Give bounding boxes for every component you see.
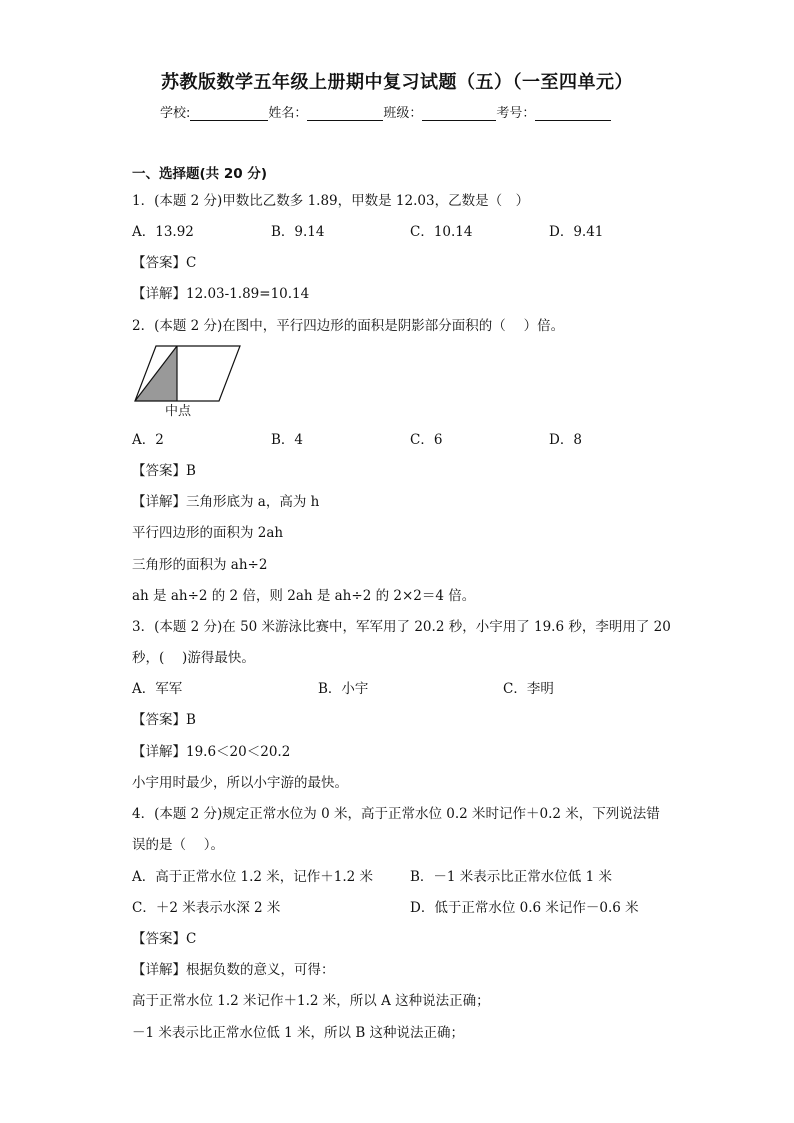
q1-option-a: A．13.92: [132, 224, 194, 240]
q3-answer: 【答案】B: [132, 712, 196, 728]
q4-option-d: D．低于正常水位 0.6 米记作－0.6 米: [410, 900, 639, 916]
parallelogram-figure: [130, 340, 250, 406]
q4-detail-1: 【详解】根据负数的意义，可得：: [132, 962, 335, 978]
name-blank[interactable]: [307, 108, 383, 121]
q4-answer: 【答案】C: [132, 931, 197, 947]
q2-option-a: A．2: [132, 432, 164, 448]
q3-option-c: C．李明: [503, 681, 554, 697]
q3-detail-1: 【详解】19.6＜20＜20.2: [132, 744, 291, 760]
q2-detail-1: 【详解】三角形底为 a，高为 h: [132, 494, 320, 510]
q2-option-b: B．4: [271, 432, 304, 448]
student-info-line: [160, 102, 611, 121]
question-3-stem-line1: 3．(本题 2 分)在 50 米游泳比赛中，军军用了 20.2 秒，小宇用了 19.6 秒，李明用了 20: [132, 619, 671, 635]
q4-option-a: A．高于正常水位 1.2 米，记作＋1.2 米: [132, 869, 374, 885]
q1-option-b: B．9.14: [271, 224, 325, 240]
q3-option-b: B．小宇: [318, 681, 369, 697]
q2-answer: 【答案】B: [132, 463, 196, 479]
q2-detail-3: 三角形的面积为 ah÷2: [132, 557, 268, 573]
q3-detail-2: 小宇用时最少，所以小宇游的最快。: [132, 775, 348, 791]
question-2-stem: 2．(本题 2 分)在图中，平行四边形的面积是阴影部分面积的（ ）倍。: [132, 318, 565, 334]
name-label: 姓名：: [268, 106, 308, 121]
school-label: 学校:: [160, 106, 191, 121]
school-blank[interactable]: [190, 108, 268, 121]
q2-option-c: C．6: [410, 432, 443, 448]
q4-option-c: C．＋2 米表示水深 2 米: [132, 900, 281, 916]
q3-option-a: A．军军: [132, 681, 183, 697]
q2-detail-4: ah 是 ah÷2 的 2 倍，则 2ah 是 ah÷2 的 2×2＝4 倍。: [132, 588, 476, 604]
q1-option-c: C．10.14: [410, 224, 473, 240]
q2-detail-2: 平行四边形的面积为 2ah: [132, 525, 284, 541]
q2-option-d: D．8: [549, 432, 582, 448]
class-label: 班级：: [383, 106, 423, 121]
q4-detail-3: －1 米表示比正常水位低 1 米，所以 B 这种说法正确；: [132, 1025, 465, 1041]
figure-label-midpoint: 中点: [165, 404, 192, 419]
question-4-stem-line1: 4．(本题 2 分)规定正常水位为 0 米，高于正常水位 0.2 米时记作＋0.2 米，下列说法错: [132, 806, 660, 822]
number-label: 考号：: [496, 106, 536, 121]
page-title: 苏教版数学五年级上册期中复习试题（五）（一至四单元）: [161, 72, 633, 93]
question-1-stem: 1．(本题 2 分)甲数比乙数多 1.89，甲数是 12.03，乙数是（ ）: [132, 193, 530, 209]
question-3-stem-line2: 秒，( )游得最快。: [132, 650, 255, 666]
question-4-stem-line2: 误的是（ ）。: [132, 837, 225, 853]
class-blank[interactable]: [422, 108, 496, 121]
section-heading: 一、选择题(共 20 分): [132, 166, 268, 182]
q1-detail: 【详解】12.03-1.89=10.14: [132, 286, 310, 302]
number-blank[interactable]: [535, 108, 611, 121]
q4-option-b: B．－1 米表示比正常水位低 1 米: [410, 869, 612, 885]
q1-answer: 【答案】C: [132, 255, 197, 271]
q1-option-d: D．9.41: [549, 224, 604, 240]
q4-detail-2: 高于正常水位 1.2 米记作＋1.2 米，所以 A 这种说法正确；: [132, 993, 490, 1009]
